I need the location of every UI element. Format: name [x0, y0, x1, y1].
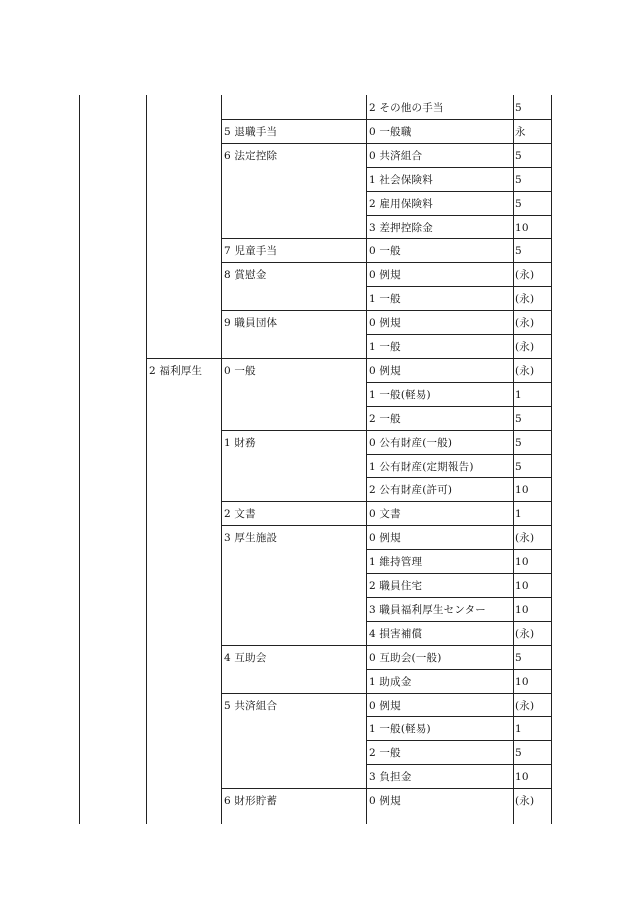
table-cell-col4: 3 厚生施設: [224, 532, 278, 545]
table-cell-col5: 1 一般(軽易): [369, 388, 431, 401]
table-cell-col6: 5: [515, 173, 522, 186]
table-cell-col6: 10: [515, 580, 529, 592]
table-cell-col6: 10: [515, 603, 529, 616]
table-cell-col5: 0 例規: [369, 317, 401, 330]
row-divider: [366, 621, 552, 622]
table-cell-col4: 8 賞慰金: [224, 269, 267, 282]
table-cell-col6: 5: [515, 102, 522, 114]
row-divider: [366, 167, 552, 168]
table-cell-col5: 4 損害補償: [369, 627, 423, 640]
table-cell-col6: 10: [515, 675, 529, 688]
table-cell-col6: (永): [515, 293, 535, 306]
table-cell-col5: 0 例規: [369, 699, 401, 712]
table-cell-col5: 3 負担金: [369, 771, 412, 784]
table-cell-col6: (永): [515, 317, 535, 330]
column-divider: [551, 95, 552, 824]
table-cell-col6: 5: [515, 412, 522, 425]
table-cell-col4: 6 法定控除: [224, 149, 278, 162]
column-divider: [513, 95, 514, 824]
table-cell-col4: 4 互助会: [224, 651, 267, 664]
row-divider: [366, 454, 552, 455]
table-cell-col6: 5: [515, 197, 522, 210]
row-divider: [366, 525, 552, 526]
row-divider: [366, 191, 552, 192]
row-divider: [366, 645, 552, 646]
row-divider: [366, 143, 552, 144]
table-cell-col6: (永): [515, 532, 535, 545]
table-cell-col5: 0 例規: [369, 532, 401, 545]
row-divider: [366, 310, 552, 311]
row-divider: [366, 215, 552, 216]
row-divider: [366, 549, 552, 550]
table-cell-col5: 3 職員福利厚生センター: [369, 603, 486, 616]
row-divider: [366, 669, 552, 670]
table-cell-col6: 10: [515, 771, 529, 784]
table-cell-col5: 2 職員住宅: [369, 580, 423, 592]
table-cell-col6: 10: [515, 484, 529, 497]
table-cell-col4: 1 財務: [224, 436, 256, 449]
table-cell-col5: 1 社会保険料: [369, 173, 433, 186]
table-cell-col6: (永): [515, 341, 535, 353]
table-cell-col5: 2 一般: [369, 412, 401, 425]
row-divider: [366, 501, 552, 502]
table-cell-col5: 0 互助会(一般): [369, 651, 442, 664]
table-cell-col6: 5: [515, 747, 522, 760]
table-cell-col5: 1 維持管理: [369, 556, 423, 569]
table-cell-col5: 0 一般: [369, 245, 401, 258]
row-divider: [366, 764, 552, 765]
table-cell-col5: 0 文書: [369, 508, 401, 521]
table-cell-col4: 5 共済組合: [224, 699, 278, 712]
table-cell-col4: 0 一般: [224, 364, 256, 377]
table-cell-col3: 2 福利厚生: [149, 364, 203, 377]
row-divider: [366, 430, 552, 431]
table-cell-col5: 2 公有財産(許可): [369, 484, 453, 497]
table-cell-col6: 5: [515, 460, 522, 473]
table-cell-col5: 1 助成金: [369, 675, 412, 688]
table-cell-col6: 1: [515, 388, 522, 401]
row-divider: [366, 334, 552, 335]
column-divider: [221, 95, 222, 824]
row-divider: [366, 262, 552, 263]
table-cell-col6: (永): [515, 627, 535, 640]
column-divider: [79, 95, 80, 824]
table-cell-col6: (永): [515, 269, 535, 282]
table-cell-col6: 1: [515, 723, 522, 736]
table-cell-col6: 5: [515, 651, 522, 664]
row-divider: [366, 740, 552, 741]
table-cell-col6: 10: [515, 556, 529, 569]
row-divider: [366, 788, 552, 789]
table-cell-col5: 1 一般(軽易): [369, 723, 431, 736]
table-cell-col5: 0 共済組合: [369, 149, 423, 162]
table-cell-col4: 6 財形貯蓄: [224, 795, 278, 808]
row-divider: [366, 286, 552, 287]
table-cell-col4: 5 退職手当: [224, 125, 278, 138]
row-divider: [366, 693, 552, 694]
row-divider: [366, 477, 552, 478]
table-cell-col4: 7 児童手当: [224, 245, 278, 258]
table-cell-col5: 1 一般: [369, 341, 401, 353]
table-cell-col6: 1: [515, 508, 522, 521]
table-cell-col5: 1 一般: [369, 293, 401, 306]
row-divider: [366, 573, 552, 574]
table-cell-col6: 5: [515, 149, 522, 162]
row-divider: [366, 382, 552, 383]
table-cell-col6: 10: [515, 221, 529, 234]
table-cell-col6: (永): [515, 795, 535, 808]
table-cell-col5: 0 例規: [369, 364, 401, 377]
table-cell-col6: (永): [515, 699, 535, 712]
table-cell-col5: 1 公有財産(定期報告): [369, 460, 474, 473]
table-cell-col6: (永): [515, 364, 535, 377]
table-cell-col5: 0 例規: [369, 269, 401, 282]
row-divider: [366, 716, 552, 717]
table-cell-col4: 9 職員団体: [224, 317, 278, 330]
row-divider: [366, 358, 552, 359]
table-cell-col5: 3 差押控除金: [369, 221, 433, 234]
row-divider: [366, 406, 552, 407]
row-divider: [366, 119, 552, 120]
column-divider: [366, 95, 367, 824]
table-cell-col4: 2 文書: [224, 508, 256, 521]
row-divider: [366, 238, 552, 239]
table-cell-col6: 永: [515, 125, 526, 138]
table-cell-col5: 2 雇用保険料: [369, 197, 433, 210]
table-cell-col6: 5: [515, 436, 522, 449]
column-divider: [146, 95, 147, 824]
table-cell-col5: 2 一般: [369, 747, 401, 760]
table-cell-col5: 2 その他の手当: [369, 102, 444, 114]
table-cell-col6: 5: [515, 245, 522, 258]
row-divider: [366, 597, 552, 598]
table-cell-col5: 0 公有財産(一般): [369, 436, 453, 449]
table-cell-col5: 0 一般職: [369, 125, 412, 138]
table-cell-col5: 0 例規: [369, 795, 401, 808]
